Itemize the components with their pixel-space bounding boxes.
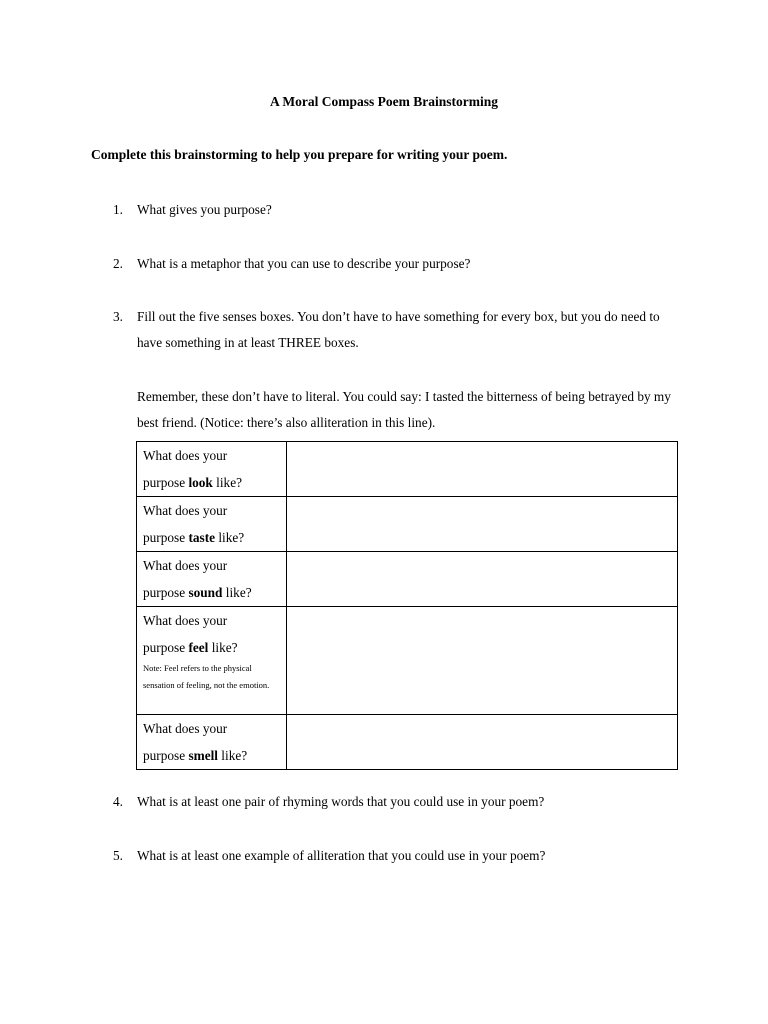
sense-word: taste	[188, 530, 216, 545]
table-row-feel	[137, 607, 678, 715]
sense-word: sound	[188, 585, 223, 600]
sense-prompt	[137, 497, 287, 552]
prompt-suffix: like?	[212, 475, 242, 490]
prompt-prefix: purpose	[143, 640, 189, 655]
prompt-suffix: like?	[217, 748, 248, 763]
five-senses-table	[136, 441, 678, 770]
answer-cell-sound[interactable]	[287, 552, 678, 607]
table-row-look	[137, 442, 678, 497]
prompt-line: What does your	[143, 448, 228, 463]
question-number: 2.	[113, 256, 123, 271]
sense-prompt	[137, 607, 287, 715]
prompt-prefix: purpose	[143, 748, 189, 763]
instructions: Complete this brainstorming to help you prepare for writing your poem.	[91, 147, 508, 162]
question-number: 5.	[113, 848, 123, 863]
prompt-prefix: purpose	[143, 585, 189, 600]
question-number: 1.	[113, 202, 123, 217]
prompt-suffix: like?	[222, 585, 252, 600]
prompt-suffix: like?	[215, 530, 245, 545]
prompt-suffix: like?	[208, 640, 238, 655]
answer-cell-taste[interactable]	[287, 497, 678, 552]
table-row-sound	[137, 552, 678, 607]
answer-cell-feel[interactable]	[287, 607, 678, 715]
question-text: What is a metaphor that you can use to describe your purpose?	[137, 256, 471, 271]
prompt-prefix: purpose	[143, 475, 189, 490]
table-row-taste	[137, 497, 678, 552]
feel-note: Note: Feel refers to the physical sensation of feeling, not the emotion.	[143, 663, 270, 690]
question-text: What gives you purpose?	[137, 202, 272, 217]
table-row-smell	[137, 715, 678, 770]
answer-cell-look[interactable]	[287, 442, 678, 497]
sense-word: look	[188, 475, 213, 490]
prompt-line: What does your	[143, 503, 228, 518]
question-note: Remember, these don’t have to literal. You could say: I tasted the bitterness of being betrayed by my best friend. (Notice: there’s also alliteration in this line).	[137, 389, 671, 430]
question-number: 4.	[113, 794, 123, 809]
sense-word: smell	[188, 748, 218, 763]
sense-prompt	[137, 715, 287, 770]
prompt-line: What does your	[143, 721, 228, 736]
prompt-line: What does your	[143, 613, 228, 628]
question-text: What is at least one pair of rhyming words that you could use in your poem?	[137, 794, 545, 809]
prompt-prefix: purpose	[143, 530, 189, 545]
prompt-line: What does your	[143, 558, 228, 573]
sense-prompt	[137, 442, 287, 497]
answer-cell-smell[interactable]	[287, 715, 678, 770]
sense-word: feel	[188, 640, 209, 655]
page-title: A Moral Compass Poem Brainstorming	[270, 94, 498, 109]
question-text: Fill out the five senses boxes. You don’t have to have something for every box, but you do need to have something in at least THREE boxes.	[137, 309, 660, 350]
question-text: What is at least one example of alliteration that you could use in your poem?	[137, 848, 546, 863]
sense-prompt	[137, 552, 287, 607]
question-number: 3.	[113, 309, 123, 324]
